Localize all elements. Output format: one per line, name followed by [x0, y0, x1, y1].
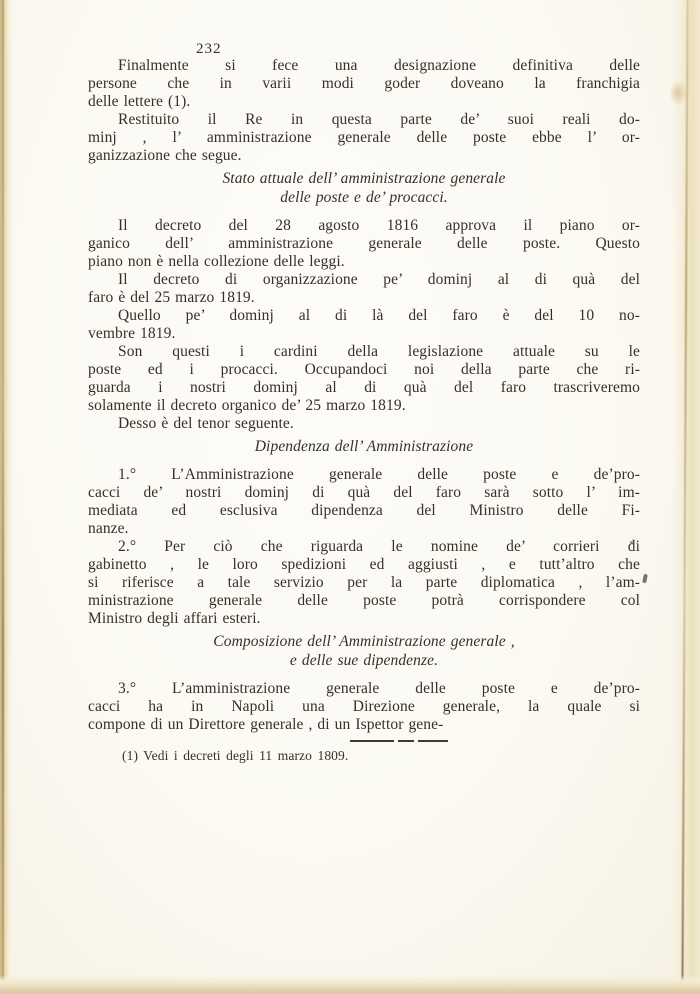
text-line: Restituito il Re in questa parte de’ suoi reali do- [118, 111, 640, 128]
text-line: Desso è del tenor seguente. [118, 415, 294, 432]
page-edge-left-line [2, 0, 4, 994]
text-line: delle lettere (1). [88, 93, 191, 110]
text-line: Son questi i cardini della legislazione attuale su le [118, 343, 640, 360]
paper-stain [669, 80, 687, 106]
paragraph-block [88, 217, 640, 271]
paragraph-block [88, 415, 640, 433]
text-line: solamente il decreto organico de’ 25 marzo 1819. [88, 397, 406, 414]
text-line: 2.° Per ciò che riguarda le nomine de’ corrieri di [118, 538, 640, 555]
footnote-text: (1) Vedi i decreti degli 11 marzo 1809. [122, 748, 349, 763]
footnote-block [88, 747, 640, 764]
text-line: 3.° L’amministrazione generale delle poste e de’pro- [118, 680, 640, 697]
text-line: poste ed i procacci. Occupandoci noi della parte che ri- [88, 361, 640, 378]
heading-block [88, 632, 640, 670]
text-line: ministrazione generale delle poste potrà corrispondere col [88, 592, 640, 609]
section-heading-line: Composizione dell’ Amministrazione generale , [213, 633, 515, 650]
text-line: guarda i nostri dominj al di quà del faro trascriveremo [88, 379, 640, 396]
section-heading-line: Dipendenza dell’ Amministrazione [254, 438, 474, 455]
section-heading-line: e delle sue dipendenze. [289, 652, 439, 669]
text-line: nanze. [88, 520, 129, 537]
section-heading-line: Stato attuale dell’ amministrazione generale [222, 170, 506, 187]
paragraph-block [88, 680, 640, 734]
text-line: ganizzazione che segue. [88, 147, 242, 164]
text-line: Quello pe’ dominj al di là del faro è del 10 no- [118, 307, 640, 324]
text-line: persone che in varii modi goder doveano la franchigia [88, 75, 640, 92]
text-line: compone di un Direttore generale , di un Ispettor gene- [88, 716, 444, 733]
paragraph-block [88, 538, 640, 628]
paragraph-block [88, 343, 640, 415]
text-line: Il decreto del 28 agosto 1816 approva il piano or- [118, 217, 640, 234]
text-line: piano non è nella collezione delle leggi. [88, 253, 345, 270]
text-line: 1.° L’Amministrazione generale delle poste e de’pro- [118, 466, 640, 483]
text-line: ganico dell’ amministrazione generale delle poste. Questo [88, 235, 640, 252]
heading-block [88, 437, 640, 456]
page-number: 232 [196, 41, 222, 57]
text-column [88, 42, 640, 764]
text-line: mediata ed esclusiva dipendenza del Ministro delle Fi- [88, 502, 640, 519]
text-line: vembre 1819. [88, 325, 176, 342]
paragraph-block [88, 466, 640, 538]
text-line: Il decreto di organizzazione pe’ dominj al di quà del [118, 271, 640, 288]
text-line: si riferisce a tale servizio per la parte diplomatica , l’am- [88, 574, 640, 591]
text-line: cacci ha in Napoli una Direzione generale, la quale si [88, 698, 640, 715]
paragraph-block [88, 307, 640, 343]
text-line: faro è del 25 marzo 1819. [88, 289, 255, 306]
paragraph-block [88, 271, 640, 307]
heading-block [88, 169, 640, 207]
paragraph-block [88, 111, 640, 165]
text-line: cacci de’ nostri dominj di quà del faro sarà sotto l’ im- [88, 484, 640, 501]
page-edge-bottom [0, 975, 700, 994]
section-heading-line: delle poste e de’ procacci. [280, 189, 448, 206]
text-line: Finalmente si fece una designazione definitiva delle [118, 57, 640, 74]
paragraph-block [88, 57, 640, 111]
footnote-rule [350, 740, 448, 742]
text-line: gabinetto , le loro spedizioni ed aggiusti , e tutt’altro che [88, 556, 640, 573]
text-line: minj , l’ amministrazione generale delle poste ebbe l’ or- [88, 129, 640, 146]
ink-speck [642, 574, 648, 584]
text-line: Ministro degli affari esteri. [88, 610, 261, 627]
